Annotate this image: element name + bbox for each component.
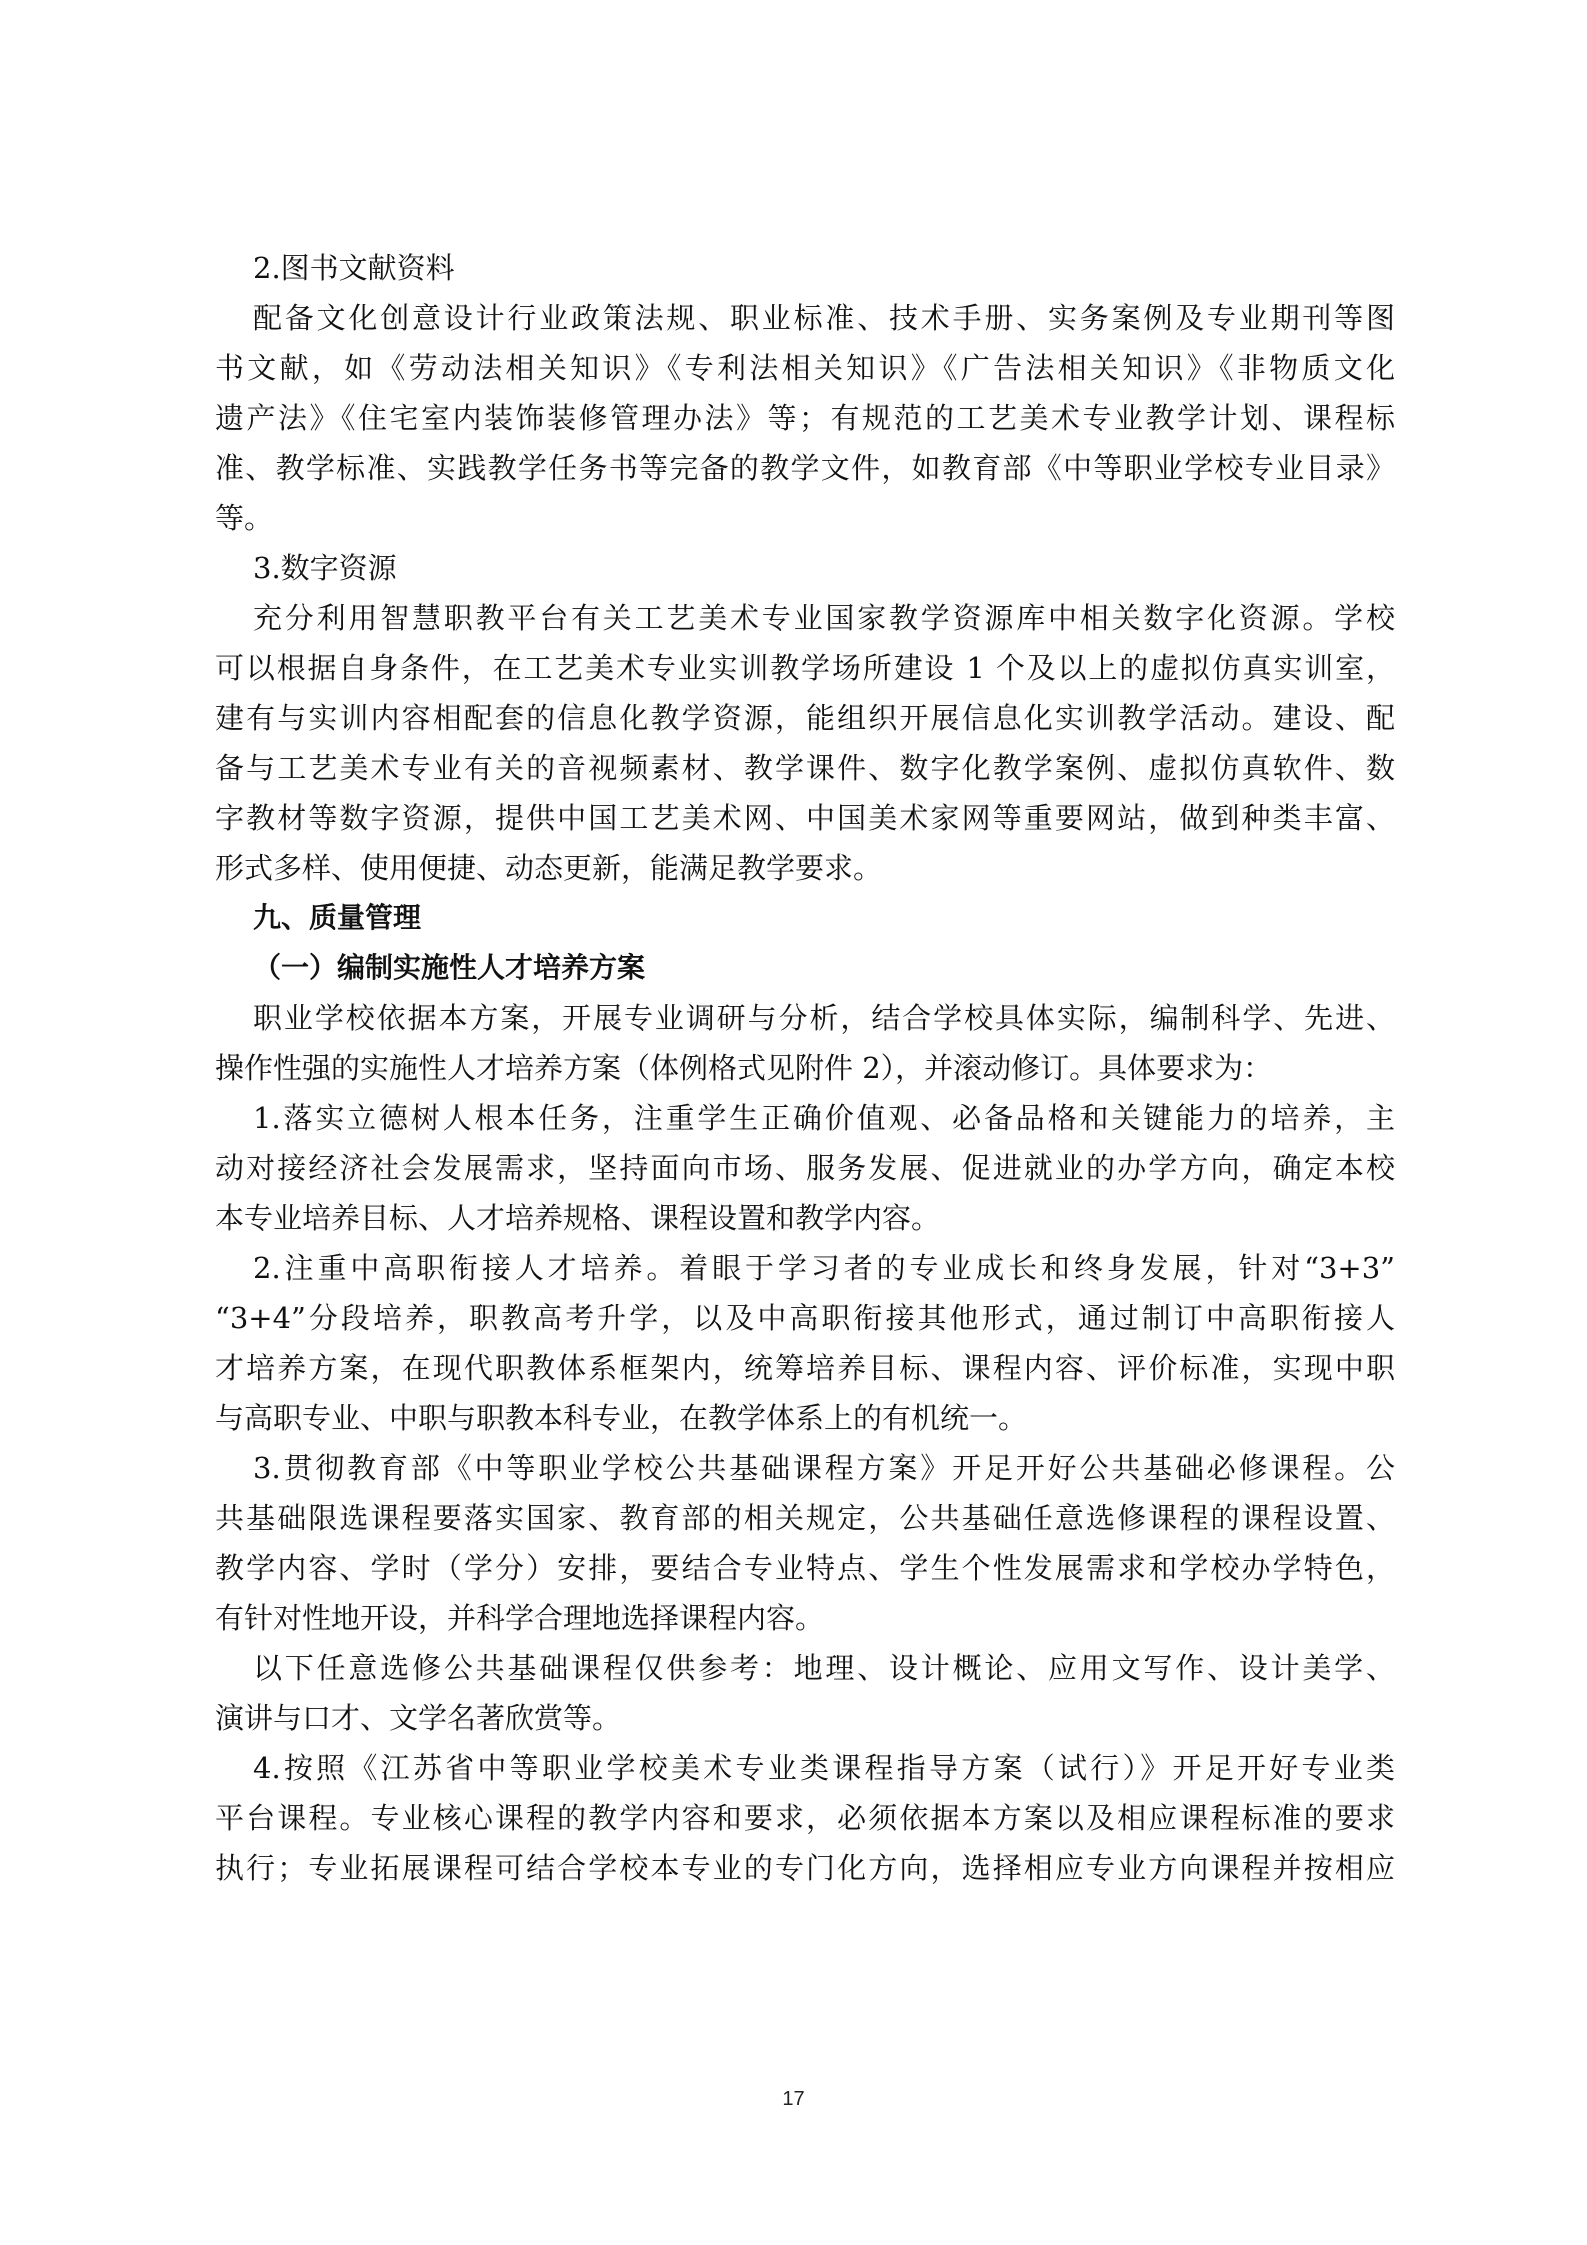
paragraph-line: 形式多样、使用便捷、动态更新，能满足教学要求。: [215, 851, 883, 885]
paragraph-line: 配备文化创意设计行业政策法规、职业标准、技术手册、实务案例及专业期刊等图: [253, 301, 1395, 335]
page-number: 17: [782, 2088, 805, 2110]
paragraph-line: 建有与实训内容相配套的信息化教学资源，能组织开展信息化实训教学活动。建设、配: [215, 701, 1395, 735]
paragraph-line: 等。: [215, 501, 274, 535]
paragraph-line: 教学内容、学时（学分）安排，要结合专业特点、学生个性发展需求和学校办学特色，: [215, 1551, 1395, 1585]
subheading-books: 2.图书文献资料: [253, 251, 455, 285]
paragraph-line: 有针对性地开设，并科学合理地选择课程内容。: [215, 1601, 825, 1635]
paragraph-line: 本专业培养目标、人才培养规格、课程设置和教学内容。: [215, 1201, 941, 1235]
paragraph-line: 演讲与口才、文学名著欣赏等。: [215, 1701, 622, 1735]
paragraph-line: 职业学校依据本方案，开展专业调研与分析，结合学校具体实际，编制科学、先进、: [253, 1001, 1395, 1035]
paragraph-line: 以下任意选修公共基础课程仅供参考：地理、设计概论、应用文写作、设计美学、: [253, 1651, 1395, 1685]
paragraph-line: 操作性强的实施性人才培养方案（体例格式见附件 2），并滚动修订。具体要求为：: [215, 1051, 1273, 1085]
paragraph-line: 平台课程。专业核心课程的教学内容和要求，必须依据本方案以及相应课程标准的要求: [215, 1801, 1395, 1835]
paragraph-line: 备与工艺美术专业有关的音视频素材、教学课件、数字化教学案例、虚拟仿真软件、数: [215, 751, 1395, 785]
paragraph-line: 可以根据自身条件，在工艺美术专业实训教学场所建设 1 个及以上的虚拟仿真实训室，: [215, 651, 1395, 685]
paragraph-line: 书文献，如《劳动法相关知识》《专利法相关知识》《广告法相关知识》《非物质文化: [215, 351, 1395, 385]
paragraph-line: 准、教学标准、实践教学任务书等完备的教学文件，如教育部《中等职业学校专业目录》: [215, 451, 1395, 485]
paragraph-line: “3+4”分段培养，职教高考升学，以及中高职衔接其他形式，通过制订中高职衔接人: [215, 1301, 1395, 1335]
paragraph-line: 1.落实立德树人根本任务，注重学生正确价值观、必备品格和关键能力的培养，主: [253, 1101, 1395, 1135]
paragraph-line: 4.按照《江苏省中等职业学校美术专业类课程指导方案（试行）》开足开好专业类: [253, 1751, 1395, 1785]
paragraph-line: 字教材等数字资源，提供中国工艺美术网、中国美术家网等重要网站，做到种类丰富、: [215, 801, 1395, 835]
paragraph-line: 与高职专业、中职与职教本科专业，在教学体系上的有机统一。: [215, 1401, 1028, 1435]
paragraph-line: 充分利用智慧职教平台有关工艺美术专业国家教学资源库中相关数字化资源。学校: [253, 601, 1395, 635]
paragraph-line: 3.贯彻教育部《中等职业学校公共基础课程方案》开足开好公共基础必修课程。公: [253, 1451, 1395, 1485]
paragraph-line: 共基础限选课程要落实国家、教育部的相关规定，公共基础任意选修课程的课程设置、: [215, 1501, 1395, 1535]
paragraph-line: 遗产法》《住宅室内装饰装修管理办法》等；有规范的工艺美术专业教学计划、课程标: [215, 401, 1395, 435]
paragraph-line: 才培养方案，在现代职教体系框架内，统筹培养目标、课程内容、评价标准，实现中职: [215, 1351, 1395, 1385]
paragraph-line: 2.注重中高职衔接人才培养。着眼于学习者的专业成长和终身发展，针对“3+3”: [253, 1251, 1395, 1285]
section-heading-quality-management: 九、质量管理: [253, 901, 422, 934]
subsection-heading-implementation-plan: （一）编制实施性人才培养方案: [253, 951, 646, 984]
paragraph-line: 执行；专业拓展课程可结合学校本专业的专门化方向，选择相应专业方向课程并按相应: [215, 1851, 1395, 1885]
paragraph-line: 动对接经济社会发展需求，坚持面向市场、服务发展、促进就业的办学方向，确定本校: [215, 1151, 1395, 1185]
subheading-digital-resources: 3.数字资源: [253, 551, 397, 585]
